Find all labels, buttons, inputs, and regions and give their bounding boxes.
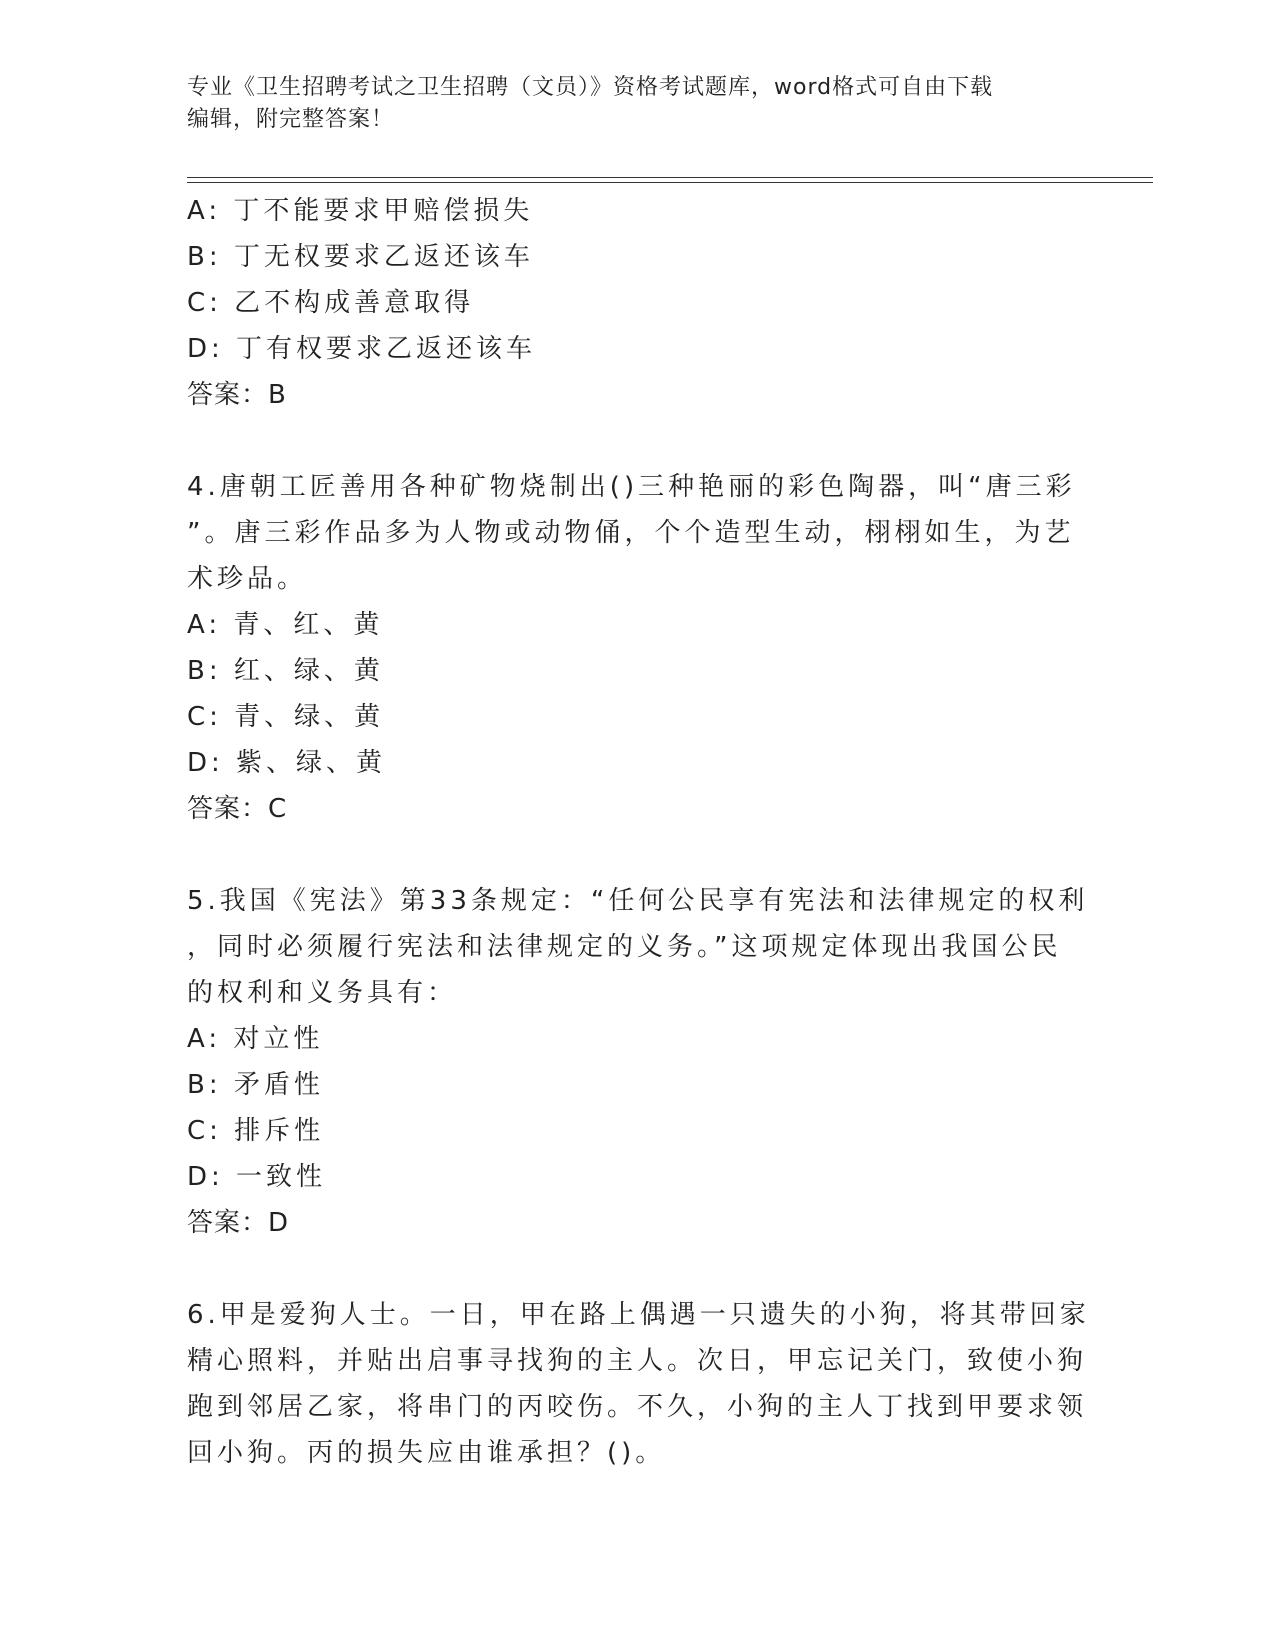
question-text-line: 的权利和义务具有： — [187, 978, 458, 1008]
option-b: B: 矛盾性 — [187, 1070, 324, 1100]
spacer — [187, 832, 1077, 878]
option-b: B: 红、绿、黄 — [187, 656, 384, 686]
question-text-line: 5.我国《宪法》第33条规定：“任何公民享有宪法和法律规定的权利 — [187, 886, 1089, 916]
question-6 — [187, 1292, 1090, 1476]
option-c: C: 排斥性 — [187, 1116, 325, 1146]
answer-text: 答案：D — [187, 1208, 290, 1238]
option-d: D: 紫、绿、黄 — [187, 748, 387, 778]
option-b: B: 丁无权要求乙返还该车 — [187, 242, 534, 272]
answer-text: 答案：C — [187, 794, 288, 824]
question-text-line: ”。唐三彩作品多为人物或动物俑，个个造型生动，栩栩如生，为艺 — [187, 518, 1075, 548]
option-a: A: 青、红、黄 — [187, 610, 384, 640]
question-list — [187, 188, 1090, 1476]
header-line-1: 专业《卫生招聘考试之卫生招聘（文员）》资格考试题库，word格式可自由下载 — [187, 75, 994, 100]
option-c: C: 乙不构成善意取得 — [187, 288, 475, 318]
option-d: D: 一致性 — [187, 1162, 327, 1192]
question-text-line: ，同时必须履行宪法和法律规定的义务。”这项规定体现出我国公民 — [187, 932, 1062, 962]
question-text-line: 跑到邻居乙家，将串门的丙咬伤。不久，小狗的主人丁找到甲要求领 — [187, 1392, 1088, 1422]
header-divider-top — [187, 177, 1153, 178]
header-line-2: 编辑，附完整答案！ — [187, 107, 395, 132]
spacer — [187, 1246, 1077, 1292]
option-c: C: 青、绿、黄 — [187, 702, 385, 732]
question-text-line: 回小狗。丙的损失应由谁承担？()。 — [187, 1438, 666, 1468]
option-d: D: 丁有权要求乙返还该车 — [187, 334, 537, 364]
option-a: A: 丁不能要求甲赔偿损失 — [187, 196, 534, 226]
question-5 — [187, 878, 1089, 1246]
header-divider-bottom — [187, 182, 1153, 183]
option-a: A: 对立性 — [187, 1024, 324, 1054]
document-header — [187, 72, 1067, 136]
question-text-line: 4.唐朝工匠善用各种矿物烧制出()三种艳丽的彩色陶器，叫“唐三彩 — [187, 472, 1076, 502]
question-text-line: 精心照料，并贴出启事寻找狗的主人。次日，甲忘记关门，致使小狗 — [187, 1346, 1088, 1376]
spacer — [187, 418, 1077, 464]
question-4 — [187, 464, 1077, 832]
question-text-line: 6.甲是爱狗人士。一日，甲在路上偶遇一只遗失的小狗，将其带回家 — [187, 1300, 1090, 1330]
question-3-continued — [187, 188, 1077, 418]
answer-text: 答案：B — [187, 380, 287, 410]
question-text-line: 术珍品。 — [187, 564, 308, 594]
